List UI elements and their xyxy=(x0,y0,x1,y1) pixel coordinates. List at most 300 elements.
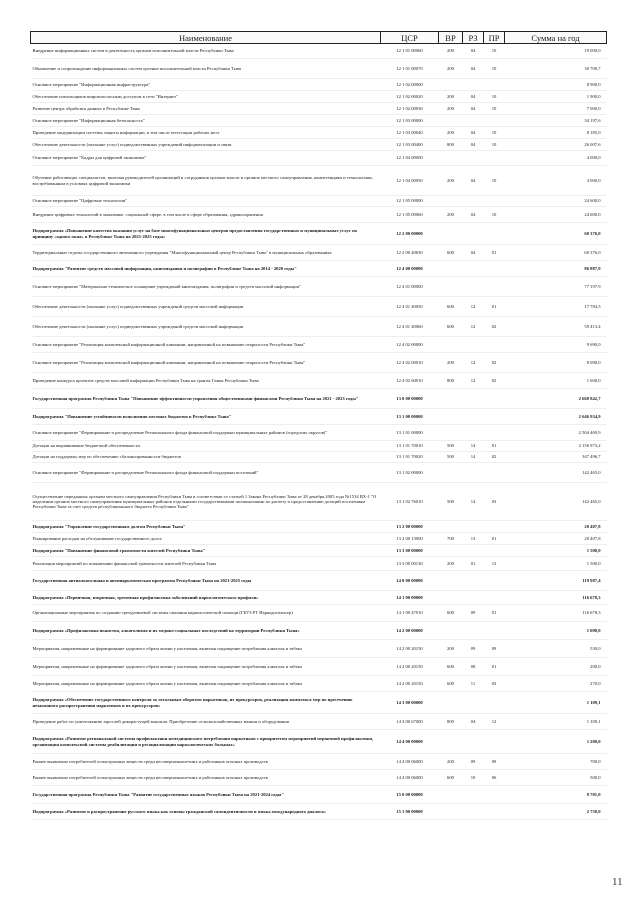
row-vr-cell xyxy=(439,223,463,245)
row-vr-cell xyxy=(439,571,463,591)
row-csr-cell: 14 3 00 67000 xyxy=(396,718,423,724)
table-row xyxy=(31,521,607,533)
row-vr-cell xyxy=(439,804,463,820)
row-sum-cell: 1 600,0 xyxy=(586,377,601,383)
row-sum-cell: 1 200,0 xyxy=(586,738,601,744)
row-name-cell: Развитие центра обработки данных в Республике Тыва xyxy=(32,105,140,111)
row-vr-cell: 600 xyxy=(447,610,454,616)
row-vr-cell: 600 xyxy=(447,774,454,780)
row-sum-cell: 26 007,6 xyxy=(584,141,601,147)
row-vr-cell xyxy=(439,196,463,207)
table-row xyxy=(31,59,607,79)
row-name-cell: Подпрограмма «Развитие и распространение русского языка как основы гражданской самоидентичности и языка международного диалога» xyxy=(32,808,326,814)
table-row xyxy=(31,425,607,441)
table-row xyxy=(31,591,607,605)
row-sum-cell: 142 465,0 xyxy=(582,498,601,504)
row-vr-cell xyxy=(439,591,463,605)
table-row xyxy=(31,545,607,557)
row-csr-cell: 13 1 01 00000 xyxy=(396,429,423,435)
row-pr-cell: 06 xyxy=(491,774,497,780)
row-rz-cell: 04 xyxy=(470,65,476,71)
row-sum-cell: 4 000,0 xyxy=(586,177,601,183)
row-csr-cell: 14 2 00 20150 xyxy=(396,645,423,651)
row-pr-cell xyxy=(484,196,505,207)
row-name-cell: Обеспечение деятельности (оказание услуг) подведомственных учреждений средств массовой информации xyxy=(32,303,244,309)
row-vr-cell xyxy=(439,79,463,91)
row-sum-cell: 24 600,0 xyxy=(584,211,601,217)
row-vr-cell: 600 xyxy=(447,680,454,686)
row-rz-cell xyxy=(463,571,484,591)
row-rz-cell xyxy=(463,196,484,207)
row-vr-cell xyxy=(439,545,463,557)
row-pr-cell: 10 xyxy=(491,93,497,99)
table-row xyxy=(31,115,607,127)
row-sum-cell: 7 000,0 xyxy=(586,105,601,111)
row-vr-cell xyxy=(439,261,463,277)
row-rz-cell xyxy=(463,622,484,640)
table-row xyxy=(31,151,607,166)
row-pr-cell xyxy=(484,730,505,754)
row-csr-cell: 12 4 02 60010 xyxy=(396,377,423,383)
row-csr-cell: 12 1 02 00020 xyxy=(396,93,423,99)
row-csr-cell: 14 2 00 20150 xyxy=(396,680,423,686)
row-csr-cell: 14 1 00 47010 xyxy=(396,610,423,616)
row-vr-cell xyxy=(439,337,463,353)
row-name-cell: Основное мероприятие "Реализация комплексной информационной кампании, направленной на повышение открытости Республики Тыва" xyxy=(32,359,306,365)
row-name-cell: Подпрограмма "Повышение финансовой грамотности жителей Республики Тыва" xyxy=(32,547,206,553)
table-row xyxy=(31,409,607,425)
row-rz-cell: 09 xyxy=(470,610,476,616)
row-name-cell: Подпрограмма "Повышение устойчивости исполнения местных бюджетов в Республике Тыва" xyxy=(32,413,232,419)
table-row xyxy=(31,804,607,820)
budget-sheet xyxy=(30,31,606,820)
header-sum: Сумма на год xyxy=(505,32,607,44)
row-name-cell: Осуществление переданных органам местного самоуправления Республики Тыва в соответствии со статьей 1 Закона Республики Тыва от 28 декабря 2005 года №1534 ВХ-1 "О наделении органов местного самоуправления муниципальных районов отдельными государственными полномочиями по расчету и предоставлению дотаций поселениям Республики Тыва за счет средств республиканского бюджета Республики Тыва" xyxy=(32,493,377,510)
row-csr-cell: 14 0 00 00000 xyxy=(396,577,423,583)
row-sum-cell: 34 197,6 xyxy=(584,117,601,123)
row-sum-cell: 30 700,7 xyxy=(584,65,601,71)
table-row xyxy=(31,730,607,754)
row-vr-cell xyxy=(439,425,463,441)
row-pr-cell: 13 xyxy=(491,560,497,566)
row-name-cell: Государственная программа Республики Тыва "Повышение эффективности управления общественными финансами Республики Тыва на 2021 - 2023 годы" xyxy=(32,395,359,401)
row-rz-cell: 04 xyxy=(470,718,476,724)
row-name-cell: Проведение модернизации системы защиты информации, в том числе аттестации рабочих мест xyxy=(32,129,220,135)
row-pr-cell xyxy=(484,521,505,533)
row-name-cell: Обновление и сопровождение информационных систем органов исполнительной власти Республики Тыва xyxy=(32,65,241,71)
row-vr-cell: 800 xyxy=(447,377,454,383)
row-csr-cell: 14 4 00 00000 xyxy=(396,738,423,744)
row-csr-cell: 14 2 00 00000 xyxy=(396,627,423,633)
row-name-cell: Обеспечение деятельности (оказание услуг) подведомственных учреждений средств массовой информации xyxy=(32,323,244,329)
table-row xyxy=(31,245,607,261)
row-name-cell: Внедрение цифровых технологий в экономике, социальной сфере, в том числе в сфере образования, здравоохранения xyxy=(32,211,263,217)
table-row xyxy=(31,166,607,196)
row-sum-cell: 1 900,0 xyxy=(586,93,601,99)
row-rz-cell xyxy=(463,692,484,714)
row-rz-cell xyxy=(463,115,484,127)
row-sum-cell: 2 668 842,7 xyxy=(578,395,601,401)
row-pr-cell xyxy=(484,389,505,409)
row-pr-cell xyxy=(484,79,505,91)
row-vr-cell: 600 xyxy=(447,323,454,329)
table-row xyxy=(31,223,607,245)
row-pr-cell: 10 xyxy=(491,105,497,111)
row-vr-cell xyxy=(439,622,463,640)
row-sum-cell: 20 407,8 xyxy=(584,535,601,541)
header-rz: РЗ xyxy=(463,32,484,44)
row-sum-cell: 60 376,0 xyxy=(584,230,601,236)
row-sum-cell: 200,0 xyxy=(590,663,601,669)
table-row xyxy=(31,605,607,622)
row-name-cell: Реализация мероприятий по повышению финансовой грамотности жителей Республики Тыва xyxy=(32,560,217,566)
row-csr-cell: 13 2 00 13000 xyxy=(396,535,423,541)
table-row xyxy=(31,622,607,640)
row-pr-cell: 01 xyxy=(491,249,497,255)
row-rz-cell: 04 xyxy=(470,249,476,255)
row-csr-cell: 12 4 01 40050 xyxy=(396,303,423,309)
table-row xyxy=(31,277,607,297)
row-sum-cell: 77 197,9 xyxy=(584,283,601,289)
table-row xyxy=(31,139,607,151)
row-rz-cell: 04 xyxy=(470,177,476,183)
row-csr-cell: 12 4 02 00010 xyxy=(396,359,423,365)
row-name-cell: Мероприятия, направленные на формирование здорового образа жизни у населения, включая сокращение потребления алкоголя и табака xyxy=(32,680,302,686)
row-rz-cell: 04 xyxy=(470,211,476,217)
row-pr-cell: 02 xyxy=(491,454,497,460)
row-sum-cell: 1 500,0 xyxy=(586,547,601,553)
row-vr-cell: 200 xyxy=(447,758,454,764)
row-pr-cell xyxy=(484,545,505,557)
row-sum-cell: 2 646 934,9 xyxy=(578,413,601,419)
table-row xyxy=(31,463,607,483)
table-row xyxy=(31,786,607,804)
row-csr-cell: 13 3 00 00000 xyxy=(396,547,423,553)
row-sum-cell: 142 465,0 xyxy=(582,469,601,475)
row-csr-cell: 13 1 01 70010 xyxy=(396,443,423,449)
row-csr-cell: 12 1 05 00060 xyxy=(396,211,423,217)
row-rz-cell xyxy=(463,730,484,754)
row-vr-cell: 200 xyxy=(447,65,454,71)
row-rz-cell: 14 xyxy=(470,454,476,460)
row-name-cell: Планирование расходов на обслуживание государственного долга xyxy=(32,535,162,541)
table-row xyxy=(31,196,607,207)
row-sum-cell: 9 701,0 xyxy=(586,791,601,797)
table-body xyxy=(31,44,607,820)
row-pr-cell: 10 xyxy=(491,129,497,135)
row-csr-cell: 15 0 00 00000 xyxy=(396,791,423,797)
row-name-cell: Подпрограмма «Повышение качества оказания услуг на базе многофункциональных центров предоставления государственных и муниципальных услуг по принципу «одного окна» в Республике Тыва на 2021-2025 годы» xyxy=(32,228,358,239)
row-sum-cell: 116 678,3 xyxy=(582,610,601,616)
row-pr-cell xyxy=(484,409,505,425)
row-name-cell: Государственная антиалкогольная и антинаркотическая программа Республики Тыва на 2021-2025 годы xyxy=(32,577,252,583)
row-rz-cell xyxy=(463,223,484,245)
row-name-cell: Раннее выявление потребителей психотропных веществ среди несовершеннолетних и работников опасных производств xyxy=(32,758,268,764)
row-pr-cell xyxy=(484,804,505,820)
row-rz-cell xyxy=(463,545,484,557)
row-rz-cell: 09 xyxy=(470,645,476,651)
table-row xyxy=(31,452,607,463)
row-vr-cell xyxy=(439,786,463,804)
row-csr-cell: 14 4 00 06000 xyxy=(396,774,423,780)
table-row xyxy=(31,389,607,409)
table-row xyxy=(31,373,607,389)
row-name-cell: Основное мероприятие "Кадры для цифровой экономики" xyxy=(32,155,147,161)
row-vr-cell: 200 xyxy=(447,645,454,651)
row-sum-cell: 500,0 xyxy=(590,774,601,780)
row-rz-cell xyxy=(463,261,484,277)
row-csr-cell: 12 1 05 00000 xyxy=(396,198,423,204)
row-vr-cell: 200 xyxy=(447,105,454,111)
row-csr-cell: 12 1 03 00000 xyxy=(396,117,423,123)
row-vr-cell xyxy=(439,730,463,754)
table-row xyxy=(31,127,607,139)
row-sum-cell: 2 156 973,2 xyxy=(578,443,601,449)
row-pr-cell: 09 xyxy=(491,645,497,651)
table-row xyxy=(31,714,607,730)
row-pr-cell: 10 xyxy=(491,177,497,183)
row-rz-cell: 14 xyxy=(470,498,476,504)
row-sum-cell: 270,0 xyxy=(590,680,601,686)
row-name-cell: Основное мероприятие "Формирование и распределение Регионального фонда финансовой поддержки муниципальных районов (городских округов)" xyxy=(32,429,328,435)
row-csr-cell: 13 1 01 70020 xyxy=(396,454,423,460)
row-sum-cell: 530,0 xyxy=(590,645,601,651)
row-csr-cell: 15 1 00 00000 xyxy=(396,808,423,814)
row-rz-cell xyxy=(463,409,484,425)
row-pr-cell xyxy=(484,261,505,277)
table-row xyxy=(31,353,607,373)
row-pr-cell xyxy=(484,622,505,640)
table-row xyxy=(31,441,607,452)
row-sum-cell: 4 000,0 xyxy=(586,155,601,161)
row-csr-cell: 13 0 00 00000 xyxy=(396,395,423,401)
row-rz-cell xyxy=(463,521,484,533)
row-csr-cell: 12 1 01 00070 xyxy=(396,65,423,71)
row-vr-cell: 500 xyxy=(447,454,454,460)
row-sum-cell: 20 407,8 xyxy=(584,523,601,529)
row-vr-cell: 800 xyxy=(447,718,454,724)
row-rz-cell xyxy=(463,591,484,605)
row-name-cell: Раннее выявление потребителей психотропных веществ среди несовершеннолетних и работников опасных производств xyxy=(32,774,268,780)
table-row xyxy=(31,79,607,91)
row-csr-cell: 12 4 01 40060 xyxy=(396,323,423,329)
row-name-cell: Основное мероприятие "Реализация комплексной информационной кампании, направленной на повышение открытости Республики Тыва" xyxy=(32,341,306,347)
table-row xyxy=(31,103,607,115)
row-name-cell: Подпрограмма «Обеспечение государственного контроля за легальным оборотом наркотиков, их прекурсоров, реализация комплекса мер по пресечению незаконного распространения наркотиков и их прекурсоров» xyxy=(32,697,353,708)
row-vr-cell: 200 xyxy=(447,560,454,566)
table-row xyxy=(31,770,607,786)
row-pr-cell: 01 xyxy=(491,610,497,616)
row-name-cell: Основное мероприятие "Цифровые технологии" xyxy=(32,198,128,204)
row-name-cell: Проведение работ по уничтожению зарослей дикорастущей конопли. Приобретение сельскохозяйственных машин и оборудования xyxy=(32,718,289,724)
row-pr-cell: 02 xyxy=(491,359,497,365)
row-vr-cell: 200 xyxy=(447,93,454,99)
row-pr-cell: 01 xyxy=(491,303,497,309)
row-name-cell: Обеспечение помольщиков широкополосным доступом в сети "Интернет" xyxy=(32,93,179,99)
row-csr-cell: 12 1 03 00040 xyxy=(396,129,423,135)
row-name-cell: Основное мероприятие "Информационная инфраструктура" xyxy=(32,81,151,87)
row-name-cell: Организационные мероприятия по созданию трехуровневой системы оказания наркологической помощи (ГБУЗ РТ Наркодиспансер) xyxy=(32,610,293,616)
row-csr-cell: 12 2 00 00000 xyxy=(396,230,423,236)
table-row xyxy=(31,676,607,692)
row-pr-cell: 10 xyxy=(491,65,497,71)
row-pr-cell: 01 xyxy=(491,535,497,541)
row-sum-cell: 8 090,0 xyxy=(586,359,601,365)
table-row xyxy=(31,557,607,571)
row-pr-cell xyxy=(484,571,505,591)
row-pr-cell: 02 xyxy=(491,377,497,383)
row-name-cell: Подпрограмма «Профилактика пьянства, алкоголизма и их медико-социальных последствий на территории Республики Тыва» xyxy=(32,627,300,633)
row-sum-cell: 60 376,0 xyxy=(584,249,601,255)
row-name-cell: Основное мероприятие "Материально-техническое оснащение учреждений книгоиздания, полиграфии и средств массовой информации" xyxy=(32,283,301,289)
row-vr-cell xyxy=(439,151,463,166)
row-name-cell: Территориальные отделы государственного автономного учреждения "Многофункциональный центр Республики Тыва" в муниципальных образованиях xyxy=(32,249,332,255)
row-name-cell: Мероприятия, направленные на формирование здорового образа жизни у населения, включая сокращение потребления алкоголя и табака xyxy=(32,663,302,669)
row-pr-cell xyxy=(484,786,505,804)
row-pr-cell: 02 xyxy=(491,323,497,329)
row-vr-cell: 200 xyxy=(447,48,454,54)
row-name-cell: Дотации на поддержку мер по обеспечению сбалансированности бюджетов xyxy=(32,454,181,460)
row-rz-cell: 04 xyxy=(470,141,476,147)
row-pr-cell xyxy=(484,337,505,353)
row-rz-cell xyxy=(463,277,484,297)
row-sum-cell: 2 750,0 xyxy=(586,808,601,814)
row-csr-cell: 12 1 04 00000 xyxy=(396,155,423,161)
row-pr-cell xyxy=(484,277,505,297)
row-pr-cell: 03 xyxy=(491,680,497,686)
table-row xyxy=(31,91,607,103)
row-name-cell: Подпрограмма «Развитие региональной системы профилактики немедицинского потребления наркотиков с приоритетом мероприятий первичной профилактики, организация комплексной системы реабилитации и ресоциализации наркологических больных» xyxy=(32,736,374,747)
row-csr-cell: 12 2 00 40630 xyxy=(396,249,423,255)
row-csr-cell: 14 2 00 20150 xyxy=(396,663,423,669)
row-sum-cell: 24 600,0 xyxy=(584,198,601,204)
table-row xyxy=(31,640,607,658)
table-row xyxy=(31,533,607,545)
row-sum-cell: 347 496,7 xyxy=(582,454,601,460)
row-name-cell: Подпрограмма "Управление государственным долгом Республики Тыва" xyxy=(32,523,186,529)
page-number: 11 xyxy=(612,876,623,888)
row-sum-cell: 1 109,1 xyxy=(586,718,601,724)
row-csr-cell: 12 4 01 00000 xyxy=(396,283,423,289)
budget-table xyxy=(30,31,607,820)
table-row xyxy=(31,337,607,353)
row-pr-cell xyxy=(484,115,505,127)
row-sum-cell: 2 504 469,9 xyxy=(578,429,601,435)
row-sum-cell: 19 000,0 xyxy=(584,48,601,54)
table-row xyxy=(31,261,607,277)
row-pr-cell: 10 xyxy=(491,141,497,147)
row-pr-cell xyxy=(484,223,505,245)
row-rz-cell: 12 xyxy=(470,303,476,309)
row-csr-cell: 12 1 01 00060 xyxy=(396,48,423,54)
row-name-cell: Государственная программа Республики Тыва "Развитие государственных языков Республики Тыва на 2021-2024 годы" xyxy=(32,791,284,797)
row-name-cell: Дотации на выравнивание бюджетной обеспеченности xyxy=(32,443,140,449)
row-pr-cell: 01 xyxy=(491,663,497,669)
row-csr-cell: 12 1 02 00030 xyxy=(396,105,423,111)
row-rz-cell: 10 xyxy=(470,774,476,780)
header-csr: ЦСР xyxy=(381,32,439,44)
row-sum-cell: 116 678,3 xyxy=(582,594,601,600)
row-vr-cell: 200 xyxy=(447,129,454,135)
row-rz-cell xyxy=(463,786,484,804)
row-vr-cell xyxy=(439,115,463,127)
row-vr-cell: 600 xyxy=(447,663,454,669)
row-vr-cell: 200 xyxy=(447,177,454,183)
table-row xyxy=(31,297,607,317)
row-vr-cell xyxy=(439,692,463,714)
row-sum-cell: 700,0 xyxy=(590,758,601,764)
row-csr-cell: 13 2 00 00000 xyxy=(396,523,423,529)
row-name-cell: Обеспечение деятельности (оказание услуг) подведомственных учреждений информатизации и связи xyxy=(32,141,232,147)
row-name-cell: Мероприятия, направленные на формирование здорового образа жизни у населения, включая сокращение потребления алкоголя и табака xyxy=(32,645,302,651)
header-row xyxy=(31,32,607,44)
row-pr-cell xyxy=(484,151,505,166)
row-rz-cell: 04 xyxy=(470,129,476,135)
row-rz-cell xyxy=(463,337,484,353)
table-row xyxy=(31,571,607,591)
row-vr-cell xyxy=(439,409,463,425)
row-csr-cell: 13 3 00 00130 xyxy=(396,560,423,566)
row-rz-cell: 12 xyxy=(470,377,476,383)
row-vr-cell: 500 xyxy=(447,443,454,449)
row-vr-cell xyxy=(439,389,463,409)
row-csr-cell: 12 1 02 00000 xyxy=(396,81,423,87)
row-csr-cell: 12 4 02 00000 xyxy=(396,341,423,347)
row-csr-cell: 13 1 02 76010 xyxy=(396,498,423,504)
row-name-cell: Основное мероприятие "Формирование и распределение Регионального фонда финансовой поддержки поселений" xyxy=(32,469,259,475)
header-name: Наименование xyxy=(31,32,381,44)
row-sum-cell: 8 900,0 xyxy=(586,81,601,87)
row-sum-cell: 8 185,0 xyxy=(586,129,601,135)
row-csr-cell: 12 1 04 00050 xyxy=(396,177,423,183)
row-csr-cell: 14 4 00 06000 xyxy=(396,758,423,764)
row-name-cell: Проведение конкурса проектов средств массовой информации Республики Тыва на гранты Главы Республики Тыва xyxy=(32,377,259,383)
row-csr-cell: 13 1 00 00000 xyxy=(396,413,423,419)
row-pr-cell: 10 xyxy=(491,211,497,217)
row-rz-cell xyxy=(463,151,484,166)
row-vr-cell xyxy=(439,277,463,297)
row-pr-cell: 12 xyxy=(491,718,497,724)
row-rz-cell: 04 xyxy=(470,93,476,99)
row-pr-cell: 10 xyxy=(491,48,497,54)
row-rz-cell xyxy=(463,425,484,441)
row-pr-cell: 01 xyxy=(491,443,497,449)
row-sum-cell: 1 500,0 xyxy=(586,560,601,566)
row-rz-cell: 13 xyxy=(470,535,476,541)
row-vr-cell: 200 xyxy=(447,359,454,365)
row-rz-cell xyxy=(463,463,484,483)
row-vr-cell: 500 xyxy=(447,498,454,504)
row-vr-cell: 600 xyxy=(447,249,454,255)
row-sum-cell: 1 000,0 xyxy=(586,627,601,633)
row-pr-cell xyxy=(484,692,505,714)
row-sum-cell: 17 784,5 xyxy=(584,303,601,309)
row-rz-cell: 12 xyxy=(470,323,476,329)
row-rz-cell: 01 xyxy=(470,560,476,566)
row-sum-cell: 119 987,4 xyxy=(582,577,601,583)
row-vr-cell: 800 xyxy=(447,141,454,147)
row-rz-cell: 14 xyxy=(470,443,476,449)
row-rz-cell: 04 xyxy=(470,48,476,54)
row-vr-cell xyxy=(439,521,463,533)
row-rz-cell xyxy=(463,804,484,820)
row-csr-cell: 14 1 00 00000 xyxy=(396,594,423,600)
row-rz-cell: 04 xyxy=(470,105,476,111)
header-vr: ВР xyxy=(439,32,463,44)
row-csr-cell: 13 1 02 00000 xyxy=(396,469,423,475)
row-sum-cell: 86 887,9 xyxy=(584,265,601,271)
row-name-cell: Подпрограмма «Первичная, вторичная, третичная профилактика заболеваний наркологического профиля» xyxy=(32,594,259,600)
